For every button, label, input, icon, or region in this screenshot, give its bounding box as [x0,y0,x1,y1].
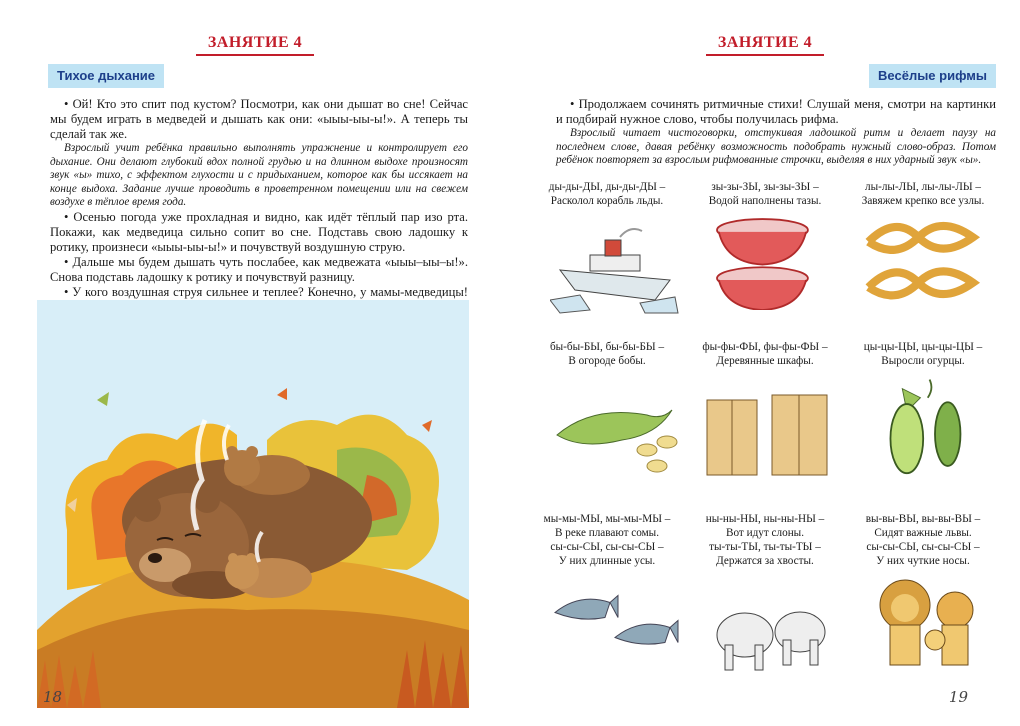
lesson-header: ЗАНЯТИЕ 4 [510,32,1020,56]
paragraph: • У кого воздушная струя сильнее и теплее? Конечно, у мамы-медведицы! [50,285,468,315]
page-number: 19 [948,688,968,706]
elephants-image [705,590,835,690]
catfish-image [550,575,680,675]
section-label: Тихое дыхание [48,64,164,88]
rope-knots-image [858,210,988,310]
rhyme-cucumbers: цы-цы-ЦЫ, цы-цы-ЦЫ – Выросли огурцы. [863,341,983,367]
paragraph: • Дальше мы будем дышать чуть послабее, как медвежата «ыыы–ыы–ы!». Снова подставь ладошку к ротику и почувствуй разницу. [50,255,468,285]
page-number: 18 [43,688,63,706]
rhyme-beans: бы-бы-БЫ, бы-бы-БЫ – В огороде бобы. [549,341,665,367]
cucumbers-image [860,375,990,475]
paragraph: • Продолжаем сочинять ритмичные стихи! Слушай меня, смотри на картинки и подбирай нужное слово, чтобы получилась рифма. [556,97,996,127]
rhyme-elephants: ны-ны-НЫ, ны-ны-НЫ – Вот идут слоны. ты-ты-ТЫ, ты-ты-ТЫ – Держатся за хвосты. [705,513,825,567]
basins-image [702,210,832,310]
section-label: Весёлые рифмы [869,64,996,88]
beans-image [552,385,682,485]
right-page [510,0,1020,726]
adult-instruction: Взрослый учит ребёнка правильно выполнять упражнение и контролирует его дыхание. Они делают глубокий вдох полной грудью и на длинном выдохе произносят звук «ы» тихо, с эффектом глухости и с придыханием, которое как бы иссякает на конце выдоха. Задание лучше проводить в проветренном помещении или на свежем воздухе в тёплое время года. [50,142,468,208]
rhyme-knots: лы-лы-ЛЫ, лы-лы-ЛЫ – Завяжем крепко все узлы. [861,181,985,207]
sleeping-bears-illustration [37,300,469,708]
rhyme-ice: ды-ды-ДЫ, ды-ды-ДЫ – Расколол корабль льды. [548,181,666,207]
rhyme-lions: вы-вы-ВЫ, вы-вы-ВЫ – Сидят важные львы. сы-сы-СЫ, сы-сы-СЫ – У них чуткие носы. [865,513,981,567]
lions-image [860,570,990,670]
paragraph: • Ой! Кто это спит под кустом? Посмотри, как они дышат во сне! Сейчас мы будем играть в медведей и дышать как они: «ыыы-ыы-ы!». А теперь ты сделай так же. [50,97,468,142]
paragraph: • Осенью погода уже прохладная и видно, как идёт тёплый пар изо рта. Покажи, как медведица сильно сопит во сне. Подставь свою ладошку к ротику, произнеси «ыыы-ыы-ы!» и почувствуй воздушную струю. [50,210,468,255]
rhyme-catfish: мы-мы-МЫ, мы-мы-МЫ – В реке плавают сомы. сы-сы-СЫ, сы-сы-СЫ – У них длинные усы. [543,513,671,567]
rhyme-wardrobes: фы-фы-ФЫ, фы-фы-ФЫ – Деревянные шкафы. [702,341,828,367]
lesson-header: ЗАНЯТИЕ 4 [0,32,510,56]
ship-icebreaker-image [550,215,680,315]
rhyme-basins: зы-зы-ЗЫ, зы-зы-ЗЫ – Водой наполнены тазы. [708,181,822,207]
lesson-text [556,97,996,168]
adult-instruction: Взрослый читает чистоговорки, отстукивая ладошкой ритм и делает паузу на последнем слове, давая ребёнку возможность подобрать нужный слово-образ. Потом ребёнок повторяет за взрослым рифмованные строчки, выделяя в них ударный звук «ы». [556,127,996,166]
wardrobes-image [702,385,832,485]
lesson-text [50,97,468,330]
